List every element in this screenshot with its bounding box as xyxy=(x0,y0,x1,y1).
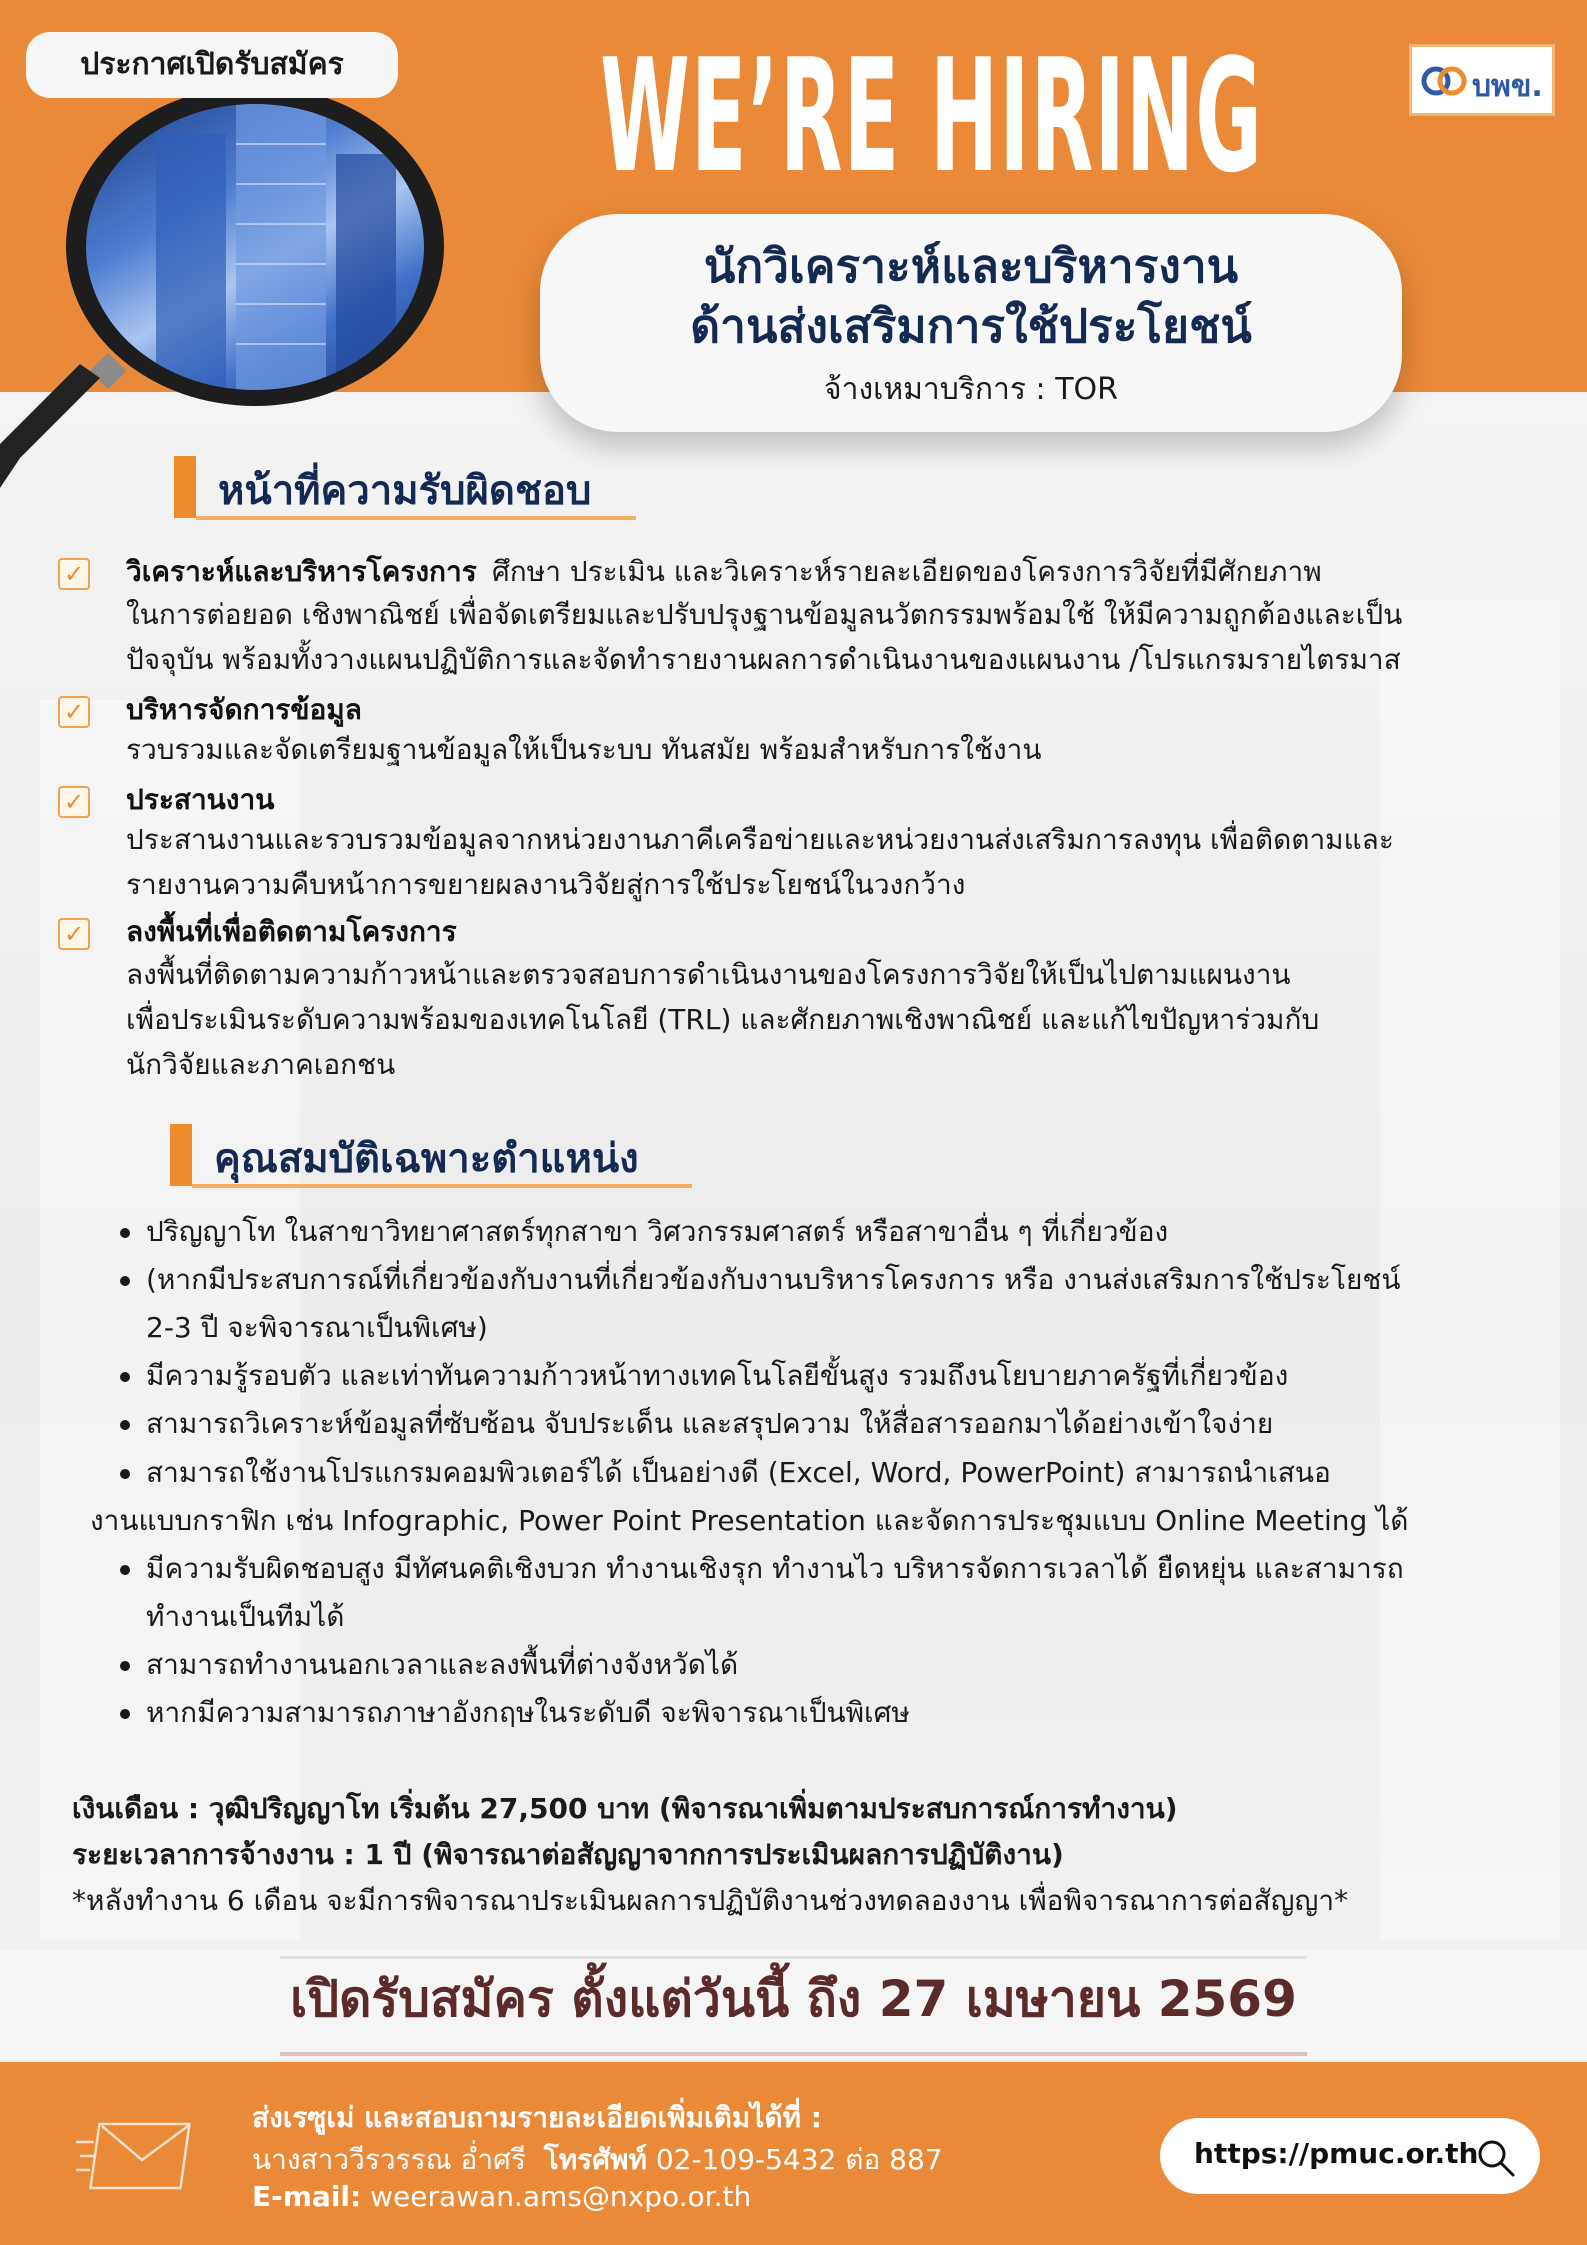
duty-title: วิเคราะห์และบริหารโครงการ xyxy=(126,555,477,588)
duty-desc-line: ในการต่อยอด เชิงพาณิชย์ เพื่อจัดเตรียมและปรับปรุงฐานข้อมูลนวัตกรรมพร้อมใช้ ให้มีความถูกต้องและเป็น xyxy=(126,598,1403,631)
section-bar xyxy=(174,456,196,518)
duties-heading xyxy=(174,456,674,526)
position-title-card xyxy=(540,214,1402,432)
logo-text: บพข. xyxy=(1472,69,1543,104)
envelope-icon xyxy=(76,2120,194,2192)
organization-logo xyxy=(1409,44,1555,116)
email-line xyxy=(252,2180,751,2213)
website-link[interactable] xyxy=(1160,2118,1540,2194)
contact-name: นางสาววีรวรรณ อ่ำศรี xyxy=(252,2143,526,2176)
divider xyxy=(280,2052,1307,2056)
bullet-icon xyxy=(120,1372,130,1382)
magnifier-handle xyxy=(0,348,150,498)
duty-desc xyxy=(126,952,1319,1087)
background-building-right xyxy=(1380,600,1560,1940)
bullet-icon xyxy=(120,1469,130,1479)
bullet-icon xyxy=(120,1420,130,1430)
email-link[interactable]: weerawan.ams@nxpo.or.th xyxy=(370,2180,752,2213)
qualification-item: สามารถใช้งานโปรแกรมคอมพิวเตอร์ได้ เป็นอย่างดี (Excel, Word, PowerPoint) สามารถนำเสนอ xyxy=(146,1456,1331,1489)
bullet-icon xyxy=(120,1565,130,1575)
duty-desc-line: รายงานความคืบหน้าการขยายผลงานวิจัยสู่การใช้ประโยชน์ในวงกว้าง xyxy=(126,868,966,901)
announcement-badge: ประกาศเปิดรับสมัคร xyxy=(26,32,398,98)
duty-desc xyxy=(126,592,1402,682)
probation-note: *หลังทำงาน 6 เดือน จะมีการพิจารณาประเมินผลการปฏิบัติงานช่วงทดลองงาน เพื่อพิจารณาการต่อสัญญา* xyxy=(72,1884,1349,1917)
qualification-item-cont: 2-3 ปี จะพิจารณาเป็นพิเศษ) xyxy=(146,1311,488,1344)
search-icon xyxy=(1476,2138,1516,2178)
qualification-item: มีความรับผิดชอบสูง มีทัศนคติเชิงบวก ทำงานเชิงรุก ทำงานไว บริหารจัดการเวลาได้ ยืดหยุ่น และสามารถ xyxy=(146,1552,1404,1585)
duty-inline-desc: ศึกษา ประเมิน และวิเคราะห์รายละเอียดของโครงการวิจัยที่มีศักยภาพ xyxy=(492,555,1322,588)
duty-item xyxy=(126,550,1322,594)
application-deadline: เปิดรับสมัคร ตั้งแต่วันนี้ ถึง 27 เมษายน 2569 xyxy=(290,1970,1297,2028)
qualification-item: ปริญญาโท ในสาขาวิทยาศาสตร์ทุกสาขา วิศวกรรมศาสตร์ หรือสาขาอื่น ๆ ที่เกี่ยวข้อง xyxy=(146,1215,1169,1248)
duty-desc-line: นักวิจัยและภาคเอกชน xyxy=(126,1048,396,1081)
phone-label: โทรศัพท์ xyxy=(543,2143,647,2176)
email-label: E-mail: xyxy=(252,2180,362,2213)
contact-heading: ส่งเรซูเม่ และสอบถามรายละเอียดเพิ่มเติมได้ที่ : xyxy=(252,2101,822,2134)
qualification-item: สามารถวิเคราะห์ข้อมูลที่ซับซ้อน จับประเด็น และสรุปความ ให้สื่อสารออกมาได้อย่างเข้าใจง่าย xyxy=(146,1407,1274,1440)
qualification-item: มีความรู้รอบตัว และเท่าทันความก้าวหน้าทางเทคโนโลยีขั้นสูง รวมถึงนโยบายภาครัฐที่เกี่ยวข้อง xyxy=(146,1359,1289,1392)
phone-number[interactable]: 02-109-5432 ต่อ 887 xyxy=(655,2143,943,2176)
contract-type: จ้างเหมาบริการ : TOR xyxy=(824,372,1118,407)
duty-title: บริหารจัดการข้อมูล xyxy=(126,693,362,726)
divider xyxy=(280,1956,1307,1959)
section-bar xyxy=(170,1124,192,1186)
qualification-item: (หากมีประสบการณ์ที่เกี่ยวข้องกับงานที่เกี่ยวข้องกับงานบริหารโครงการ หรือ งานส่งเสริมการใช้ประโยชน์ xyxy=(146,1263,1401,1296)
position-title-line2: ด้านส่งเสริมการใช้ประโยชน์ xyxy=(690,299,1252,353)
qualifications-heading-text: คุณสมบัติเฉพาะตำแหน่ง xyxy=(214,1136,639,1182)
qualification-item-cont: ทำงานเป็นทีมได้ xyxy=(146,1600,345,1633)
logo-mark-icon xyxy=(1420,61,1468,101)
duty-desc-line: ลงพื้นที่ติดตามความก้าวหน้าและตรวจสอบการดำเนินงานของโครงการวิจัยให้เป็นไปตามแผนงาน xyxy=(126,958,1291,991)
qualification-item: สามารถทำงานนอกเวลาและลงพื้นที่ต่างจังหวัดได้ xyxy=(146,1648,739,1681)
bullet-icon xyxy=(120,1276,130,1286)
duty-desc-line: ปัจจุบัน พร้อมทั้งวางแผนปฏิบัติการและจัดทำรายงานผลการดำเนินงานของแผนงาน /โปรแกรมรายไตรมาส xyxy=(126,643,1401,676)
check-icon: ✓ xyxy=(58,558,90,590)
duty-desc xyxy=(126,817,1394,907)
bullet-icon xyxy=(120,1709,130,1719)
check-icon: ✓ xyxy=(58,918,90,950)
website-url[interactable]: https://pmuc.or.th xyxy=(1194,2137,1479,2170)
qualifications-heading xyxy=(170,1124,730,1194)
qualification-item: หากมีความสามารถภาษาอังกฤษในระดับดี จะพิจารณาเป็นพิเศษ xyxy=(146,1696,910,1729)
qualification-item-cont: งานแบบกราฟิก เช่น Infographic, Power Point Presentation และจัดการประชุมแบบ Online Meeting ได้ xyxy=(90,1504,1409,1537)
contact-line xyxy=(252,2138,943,2182)
duties-heading-text: หน้าที่ความรับผิดชอบ xyxy=(218,468,592,514)
bullet-icon xyxy=(120,1228,130,1238)
salary-text: เงินเดือน : วุฒิปริญญาโท เริ่มต้น 27,500 บาท (พิจารณาเพิ่มตามประสบการณ์การทำงาน) xyxy=(72,1792,1178,1825)
section-underline xyxy=(196,516,636,520)
section-underline xyxy=(192,1184,692,1188)
duty-title: ประสานงาน xyxy=(126,783,275,816)
check-icon: ✓ xyxy=(58,696,90,728)
position-title-line1: นักวิเคราะห์และบริหารงาน xyxy=(703,239,1239,293)
hiring-title: WE’RE HIRING xyxy=(600,25,1264,207)
duty-desc-line: เพื่อประเมินระดับความพร้อมของเทคโนโลยี (TRL) และศักยภาพเชิงพาณิชย์ และแก้ไขปัญหาร่วมกับ xyxy=(126,1003,1320,1036)
bullet-icon xyxy=(120,1661,130,1671)
duty-desc-line: รวบรวมและจัดเตรียมฐานข้อมูลให้เป็นระบบ ทันสมัย พร้อมสำหรับการใช้งาน xyxy=(126,733,1042,766)
duty-title: ลงพื้นที่เพื่อติดตามโครงการ xyxy=(126,915,457,948)
duty-desc-line: ประสานงานและรวบรวมข้อมูลจากหน่วยงานภาคีเครือข่ายและหน่วยงานส่งเสริมการลงทุน เพื่อติดตามและ xyxy=(126,823,1394,856)
duration-text: ระยะเวลาการจ้างงาน : 1 ปี (พิจารณาต่อสัญญาจากการประเมินผลการปฏิบัติงาน) xyxy=(72,1838,1064,1871)
check-icon: ✓ xyxy=(58,786,90,818)
